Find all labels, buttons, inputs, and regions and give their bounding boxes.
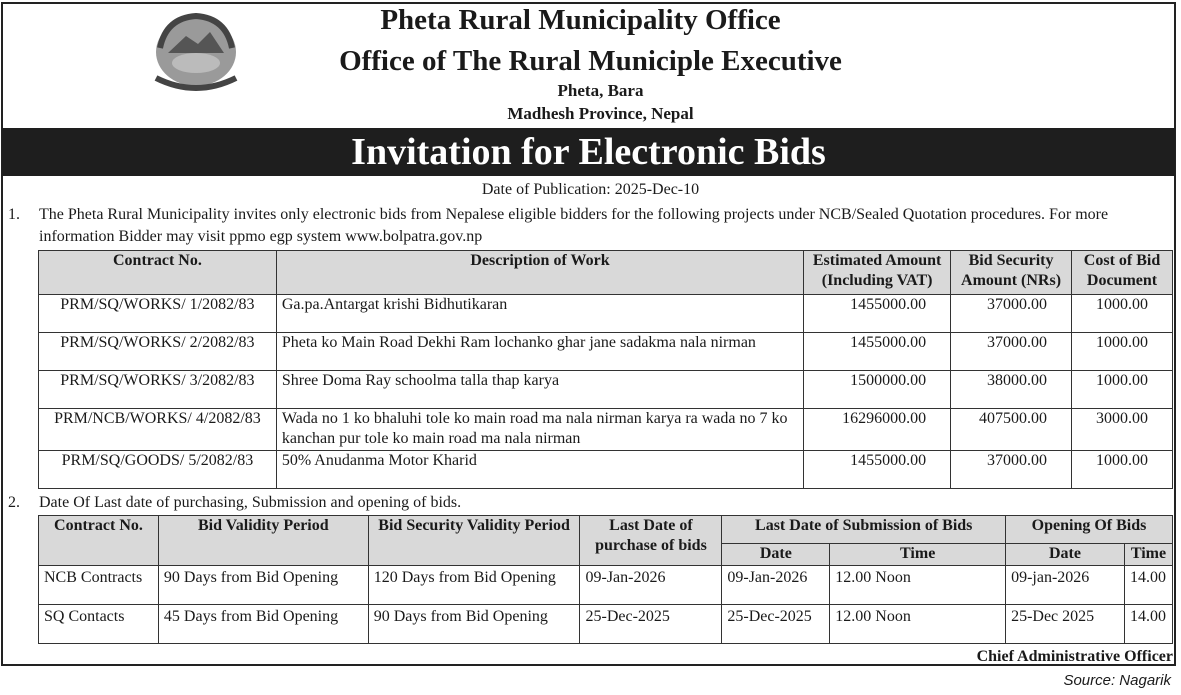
cell-document-cost: 1000.00 <box>1072 333 1173 371</box>
cell-description: Pheta ko Main Road Dekhi Ram lochanko ghar jane sadakma nala nirman <box>276 333 803 371</box>
cell-opening-time: 14.00 <box>1124 566 1172 605</box>
publication-date: Date of Publication: 2025-Dec-10 <box>481 181 700 198</box>
col-cost-of-document: Cost of Bid Document <box>1072 251 1173 295</box>
office-subtitle: Office of The Rural Municiple Executive <box>339 45 842 77</box>
address-line-2: Madhesh Province, Nepal <box>507 104 694 123</box>
cell-security-validity: 120 Days from Bid Opening <box>368 566 580 605</box>
cell-contract-no: PRM/SQ/WORKS/ 2/2082/83 <box>39 333 277 371</box>
col-opening: Opening Of Bids <box>1006 516 1173 544</box>
cell-contract-no: PRM/SQ/WORKS/ 3/2082/83 <box>39 371 277 409</box>
section-text: Date Of Last date of purchasing, Submission and opening of bids. <box>39 494 462 511</box>
table-row <box>39 605 1173 644</box>
col-purchase-date: Last Date of purchase of bids <box>580 516 722 566</box>
cell-contract: SQ Contacts <box>39 605 159 644</box>
cell-contract-no: PRM/NCB/WORKS/ 4/2082/83 <box>39 409 277 451</box>
section-text: The Pheta Rural Municipality invites only electronic bids from Nepalese eligible bidders for the following projects under NCB/Sealed Quotation procedures. For more information Bidder may visit ppmo egp system www.bolpatra.gov.np <box>39 206 1109 245</box>
cell-submission-date: 09-Jan-2026 <box>722 566 830 605</box>
cell-description: Ga.pa.Antargat krishi Bidhutikaran <box>276 295 803 333</box>
col-estimated-amount: Estimated Amount (Including VAT) <box>804 251 951 295</box>
cell-estimated-amount: 1455000.00 <box>804 295 951 333</box>
cell-opening-time: 14.00 <box>1124 605 1172 644</box>
table-row <box>39 371 1173 409</box>
col-bid-validity: Bid Validity Period <box>158 516 368 566</box>
cell-bid-security: 37000.00 <box>951 295 1072 333</box>
col-opening-time: Time <box>1124 544 1172 566</box>
table-row <box>39 451 1173 489</box>
col-submission-time: Time <box>830 544 1006 566</box>
office-title: Pheta Rural Municipality Office <box>380 4 781 36</box>
col-description: Description of Work <box>276 251 803 295</box>
cell-contract: NCB Contracts <box>39 566 159 605</box>
col-bid-security: Bid Security Amount (NRs) <box>951 251 1072 295</box>
col-contract-no: Contract No. <box>39 516 159 566</box>
col-submission-date: Date <box>722 544 830 566</box>
cell-document-cost: 3000.00 <box>1072 409 1173 451</box>
projects-table <box>38 250 1173 489</box>
cell-bid-security: 37000.00 <box>951 451 1072 489</box>
cell-security-validity: 90 Days from Bid Opening <box>368 605 580 644</box>
cell-bid-security: 37000.00 <box>951 333 1072 371</box>
section-number: 1. <box>8 206 20 223</box>
cell-purchase-date: 25-Dec-2025 <box>580 605 722 644</box>
section-number: 2. <box>8 494 20 511</box>
signature: Chief Administrative Officer <box>976 648 1173 665</box>
cell-contract-no: PRM/SQ/WORKS/ 1/2082/83 <box>39 295 277 333</box>
source-credit: Source: Nagarik <box>1063 672 1171 689</box>
dates-table <box>38 515 1173 644</box>
cell-estimated-amount: 1455000.00 <box>804 333 951 371</box>
cell-contract-no: PRM/SQ/GOODS/ 5/2082/83 <box>39 451 277 489</box>
col-contract-no: Contract No. <box>39 251 277 295</box>
cell-estimated-amount: 1500000.00 <box>804 371 951 409</box>
cell-purchase-date: 09-Jan-2026 <box>580 566 722 605</box>
cell-submission-time: 12.00 Noon <box>830 605 1006 644</box>
cell-estimated-amount: 1455000.00 <box>804 451 951 489</box>
cell-document-cost: 1000.00 <box>1072 371 1173 409</box>
cell-estimated-amount: 16296000.00 <box>804 409 951 451</box>
cell-opening-date: 09-jan-2026 <box>1006 566 1125 605</box>
cell-description: Shree Doma Ray schoolma talla thap karya <box>276 371 803 409</box>
cell-bid-validity: 90 Days from Bid Opening <box>158 566 368 605</box>
table-row <box>39 409 1173 451</box>
cell-bid-security: 407500.00 <box>951 409 1072 451</box>
cell-description: 50% Anudanma Motor Kharid <box>276 451 803 489</box>
address-line-1: Pheta, Bara <box>557 81 644 100</box>
cell-document-cost: 1000.00 <box>1072 451 1173 489</box>
cell-document-cost: 1000.00 <box>1072 295 1173 333</box>
cell-submission-time: 12.00 Noon <box>830 566 1006 605</box>
cell-opening-date: 25-Dec 2025 <box>1006 605 1125 644</box>
cell-bid-validity: 45 Days from Bid Opening <box>158 605 368 644</box>
table-row <box>39 295 1173 333</box>
cell-description: Wada no 1 ko bhaluhi tole ko main road ma nala nirman karya ra wada no 7 ko kanchan pur tole ko main road ma nala nirman <box>276 409 803 451</box>
col-submission: Last Date of Submission of Bids <box>722 516 1006 544</box>
cell-bid-security: 38000.00 <box>951 371 1072 409</box>
col-opening-date: Date <box>1006 544 1125 566</box>
cell-submission-date: 25-Dec-2025 <box>722 605 830 644</box>
col-security-validity: Bid Security Validity Period <box>368 516 580 566</box>
notice-banner: Invitation for Electronic Bids <box>2 128 1175 176</box>
table-row <box>39 333 1173 371</box>
table-row <box>39 566 1173 605</box>
